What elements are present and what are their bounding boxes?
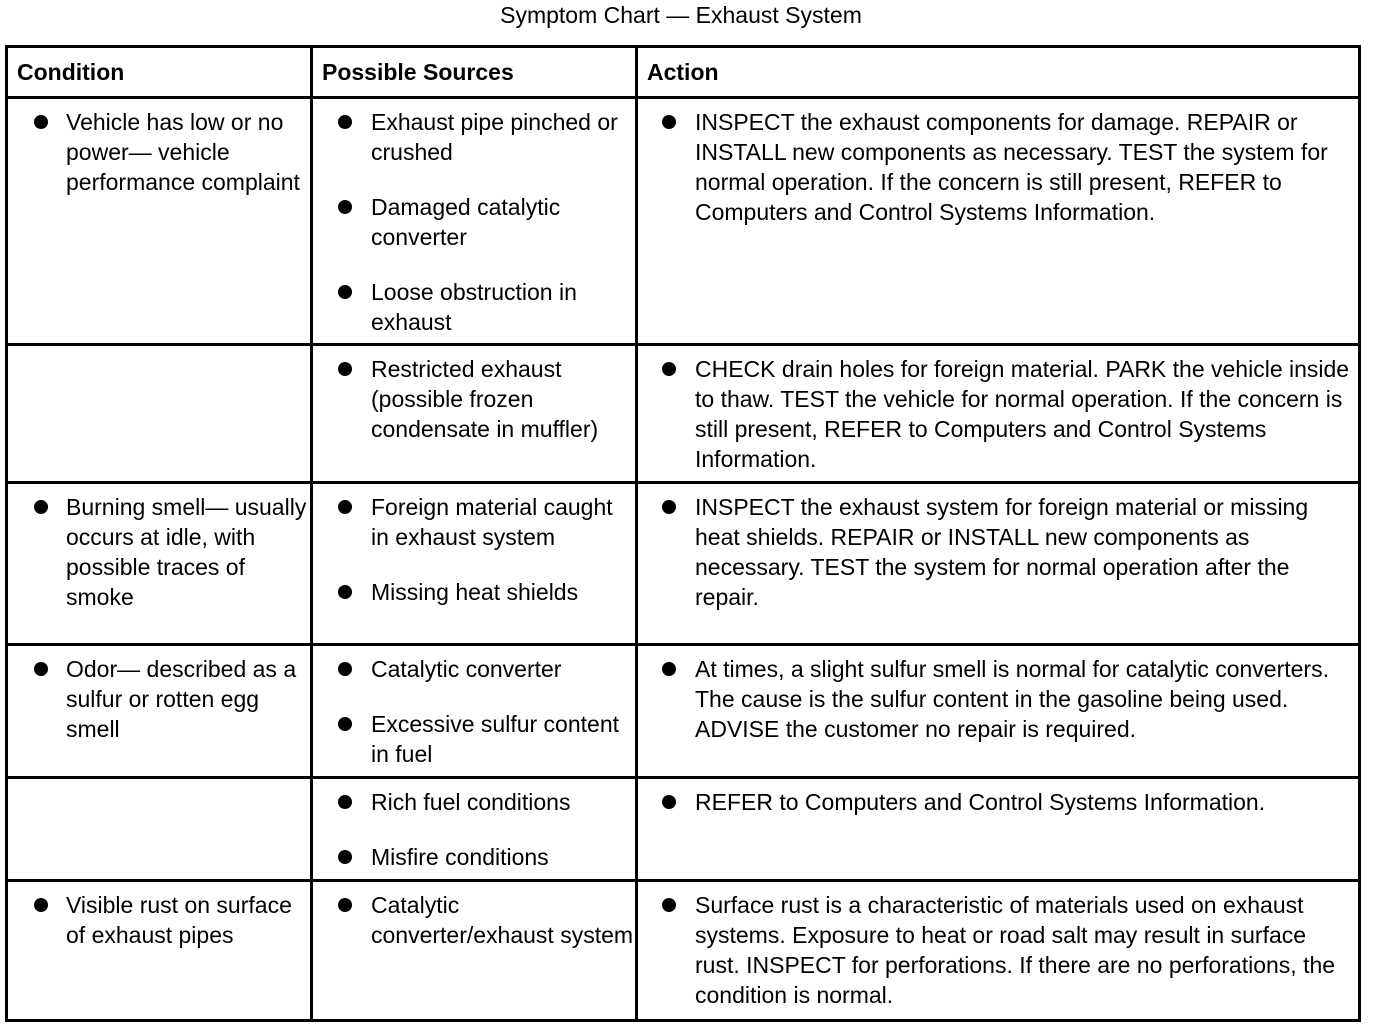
bullet-icon bbox=[662, 115, 676, 129]
action-text: INSPECT the exhaust system for foreign material or missing heat shields. REPAIR or INSTALL new components as necessary. TEST the system for normal operation after the repair. bbox=[695, 494, 1309, 610]
source-text: Missing heat shields bbox=[371, 579, 579, 605]
bullet-icon bbox=[662, 662, 676, 676]
source-text: Loose obstruction in exhaust bbox=[371, 279, 577, 335]
table-row bbox=[7, 345, 1360, 483]
header-condition: Condition bbox=[7, 47, 312, 98]
list-item bbox=[313, 577, 635, 607]
bullet-icon bbox=[338, 285, 352, 299]
table-row bbox=[7, 483, 1360, 645]
source-text: Catalytic converter/exhaust system bbox=[371, 892, 634, 948]
list-item bbox=[313, 890, 635, 950]
list-item bbox=[313, 354, 635, 444]
bullet-icon bbox=[338, 362, 352, 376]
list-item bbox=[8, 492, 310, 612]
header-possible-sources: Possible Sources bbox=[312, 47, 637, 98]
action-cell bbox=[637, 483, 1360, 645]
source-text: Foreign material caught in exhaust system bbox=[371, 494, 613, 550]
bullet-icon bbox=[338, 200, 352, 214]
table-row bbox=[7, 645, 1360, 778]
list-item bbox=[8, 654, 310, 744]
list-item bbox=[8, 107, 310, 197]
source-text: Restricted exhaust (possible frozen condensate in muffler) bbox=[371, 356, 599, 442]
action-text: CHECK drain holes for foreign material. PARK the vehicle inside to thaw. TEST the vehicle for normal operation. If the concern is still present, REFER to Computers and Control Systems Information. bbox=[695, 356, 1350, 472]
header-row bbox=[7, 47, 1360, 98]
table-row bbox=[7, 778, 1360, 881]
bullet-icon bbox=[662, 362, 676, 376]
list-item bbox=[313, 787, 635, 817]
bullet-icon bbox=[338, 500, 352, 514]
header-action: Action bbox=[637, 47, 1360, 98]
condition-cell bbox=[7, 483, 312, 645]
action-text: At times, a slight sulfur smell is normal for catalytic converters. The cause is the sulfur content in the gasoline being used. ADVISE the customer no repair is required. bbox=[695, 656, 1329, 742]
list-item bbox=[8, 890, 310, 950]
sources-cell bbox=[312, 778, 637, 881]
list-item bbox=[313, 842, 635, 872]
list-item bbox=[638, 787, 1358, 817]
condition-cell bbox=[7, 98, 312, 345]
condition-cell bbox=[7, 645, 312, 778]
sources-cell bbox=[312, 881, 637, 1021]
bullet-icon bbox=[34, 115, 48, 129]
bullet-icon bbox=[34, 500, 48, 514]
list-item bbox=[638, 492, 1358, 612]
action-text: REFER to Computers and Control Systems Information. bbox=[695, 789, 1266, 815]
bullet-icon bbox=[662, 795, 676, 809]
list-item bbox=[313, 192, 635, 252]
list-item bbox=[638, 107, 1358, 227]
bullet-icon bbox=[338, 115, 352, 129]
sources-cell bbox=[312, 345, 637, 483]
condition-text: Visible rust on surface of exhaust pipes bbox=[66, 892, 292, 948]
list-item bbox=[638, 654, 1358, 744]
bullet-icon bbox=[662, 500, 676, 514]
condition-cell bbox=[7, 881, 312, 1021]
list-item bbox=[313, 709, 635, 769]
action-cell bbox=[637, 645, 1360, 778]
condition-text: Vehicle has low or no power— vehicle performance complaint bbox=[66, 109, 300, 195]
bullet-icon bbox=[338, 717, 352, 731]
action-cell bbox=[637, 345, 1360, 483]
condition-text: Burning smell— usually occurs at idle, with possible traces of smoke bbox=[66, 494, 307, 610]
sources-cell bbox=[312, 645, 637, 778]
condition-cell bbox=[7, 778, 312, 881]
source-text: Misfire conditions bbox=[371, 844, 549, 870]
list-item bbox=[638, 890, 1358, 1010]
action-cell bbox=[637, 881, 1360, 1021]
bullet-icon bbox=[34, 898, 48, 912]
action-text: Surface rust is a characteristic of materials used on exhaust systems. Exposure to heat or road salt may result in surface rust. INSPECT for perforations. If there are no perforations, the condition is normal. bbox=[695, 892, 1336, 1008]
action-text: INSPECT the exhaust components for damage. REPAIR or INSTALL new components as necessary. TEST the system for normal operation. If the concern is still present, REFER to Computers and Control Systems Information. bbox=[695, 109, 1328, 225]
list-item bbox=[638, 354, 1358, 474]
sources-cell bbox=[312, 483, 637, 645]
symptom-table bbox=[5, 45, 1361, 1022]
source-text: Exhaust pipe pinched or crushed bbox=[371, 109, 618, 165]
source-text: Rich fuel conditions bbox=[371, 789, 571, 815]
bullet-icon bbox=[338, 898, 352, 912]
list-item bbox=[313, 492, 635, 552]
action-cell bbox=[637, 778, 1360, 881]
source-text: Excessive sulfur content in fuel bbox=[371, 711, 620, 767]
list-item bbox=[313, 107, 635, 167]
condition-cell bbox=[7, 345, 312, 483]
bullet-icon bbox=[338, 585, 352, 599]
bullet-icon bbox=[338, 662, 352, 676]
sources-cell bbox=[312, 98, 637, 345]
bullet-icon bbox=[34, 662, 48, 676]
action-cell bbox=[637, 98, 1360, 345]
bullet-icon bbox=[338, 850, 352, 864]
condition-text: Odor— described as a sulfur or rotten egg smell bbox=[66, 656, 297, 742]
list-item bbox=[313, 654, 635, 684]
bullet-icon bbox=[662, 898, 676, 912]
source-text: Catalytic converter bbox=[371, 656, 562, 682]
table-row bbox=[7, 98, 1360, 345]
table-row bbox=[7, 881, 1360, 1021]
chart-title: Symptom Chart — Exhaust System bbox=[500, 2, 862, 28]
bullet-icon bbox=[338, 795, 352, 809]
source-text: Damaged catalytic converter bbox=[371, 194, 561, 250]
list-item bbox=[313, 277, 635, 337]
